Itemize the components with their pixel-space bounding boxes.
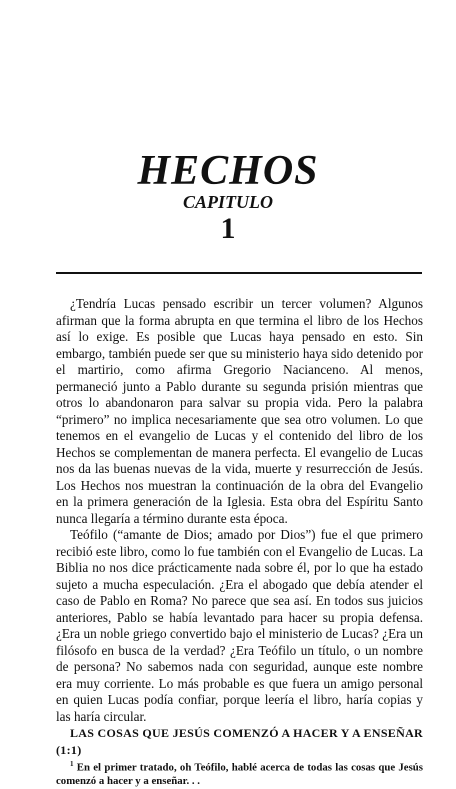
- verse-number: 1: [70, 760, 74, 768]
- chapter-heading: CAPITULO: [183, 192, 273, 212]
- section-heading: LAS COSAS QUE JESÚS COMENZÓ A HACER Y A ENSEÑAR (1:1): [56, 726, 423, 757]
- verse-content: En el primer tratado, oh Teófilo, hablé acerca de todas las cosas que Jesús comenzó a hacer y a enseñar. . .: [56, 761, 424, 788]
- verse-text: [56, 758, 423, 789]
- title-divider: [56, 272, 422, 274]
- paragraph-2: Teófilo (“amante de Dios; amado por Dios”) fue el que primero recibió este libro, como lo fue también con el Evangelio de Lucas. La Biblia no nos dice prácticamente nada sobre él, por lo que ha estado sujeto a mucha especulación. ¿Era el abogado que debía atender el caso de Pablo en Roma? No parece que sea así. En todos sus juicios anteriores, Pablo se había levantado para hacer su propia defensa. ¿Era un noble griego convertido bajo el ministerio de Lucas? ¿Era un filósofo en busca de la verdad? ¿Era Teófilo un título, o un nombre de persona? No sabemos nada con seguridad, aunque este nombre era muy corriente. Lo más probable es que fuera un amigo personal en quien Lucas podía confiar, porque leería el libro, haría copias y las haría circular.: [56, 527, 423, 724]
- paragraph-1: ¿Tendría Lucas pensado escribir un tercer volumen? Algunos afirman que la forma abrupta en que termina el libro de los Hechos así lo exige. Es posible que Lucas haya pensado en esto. Sin embargo, también puede ser que su ministerio haya sido detenido por el martirio, como afirma Gregorio Nacianceno. Al menos, permaneció junto a Pablo durante su segunda prisión mientras que otros lo abandonaron para salvar su propia vida. Pero la palabra “primero” no implica necesariamente que sea otro volumen. Lo que tenemos en el evangelio de Lucas y el contenido del libro de los Hechos se complementan de manera perfecta. El evangelio de Lucas nos da las buenas nuevas de la vida, muerte y resurrección de Jesús. Los Hechos nos muestran la continuación de la obra del Evangelio en la primera generación de la Iglesia. Esta obra del Espíritu Santo nunca llegaría a término durante esta época.: [56, 296, 423, 526]
- body-text: [56, 296, 423, 789]
- book-title: HECHOS: [137, 148, 319, 194]
- chapter-number: 1: [220, 212, 236, 245]
